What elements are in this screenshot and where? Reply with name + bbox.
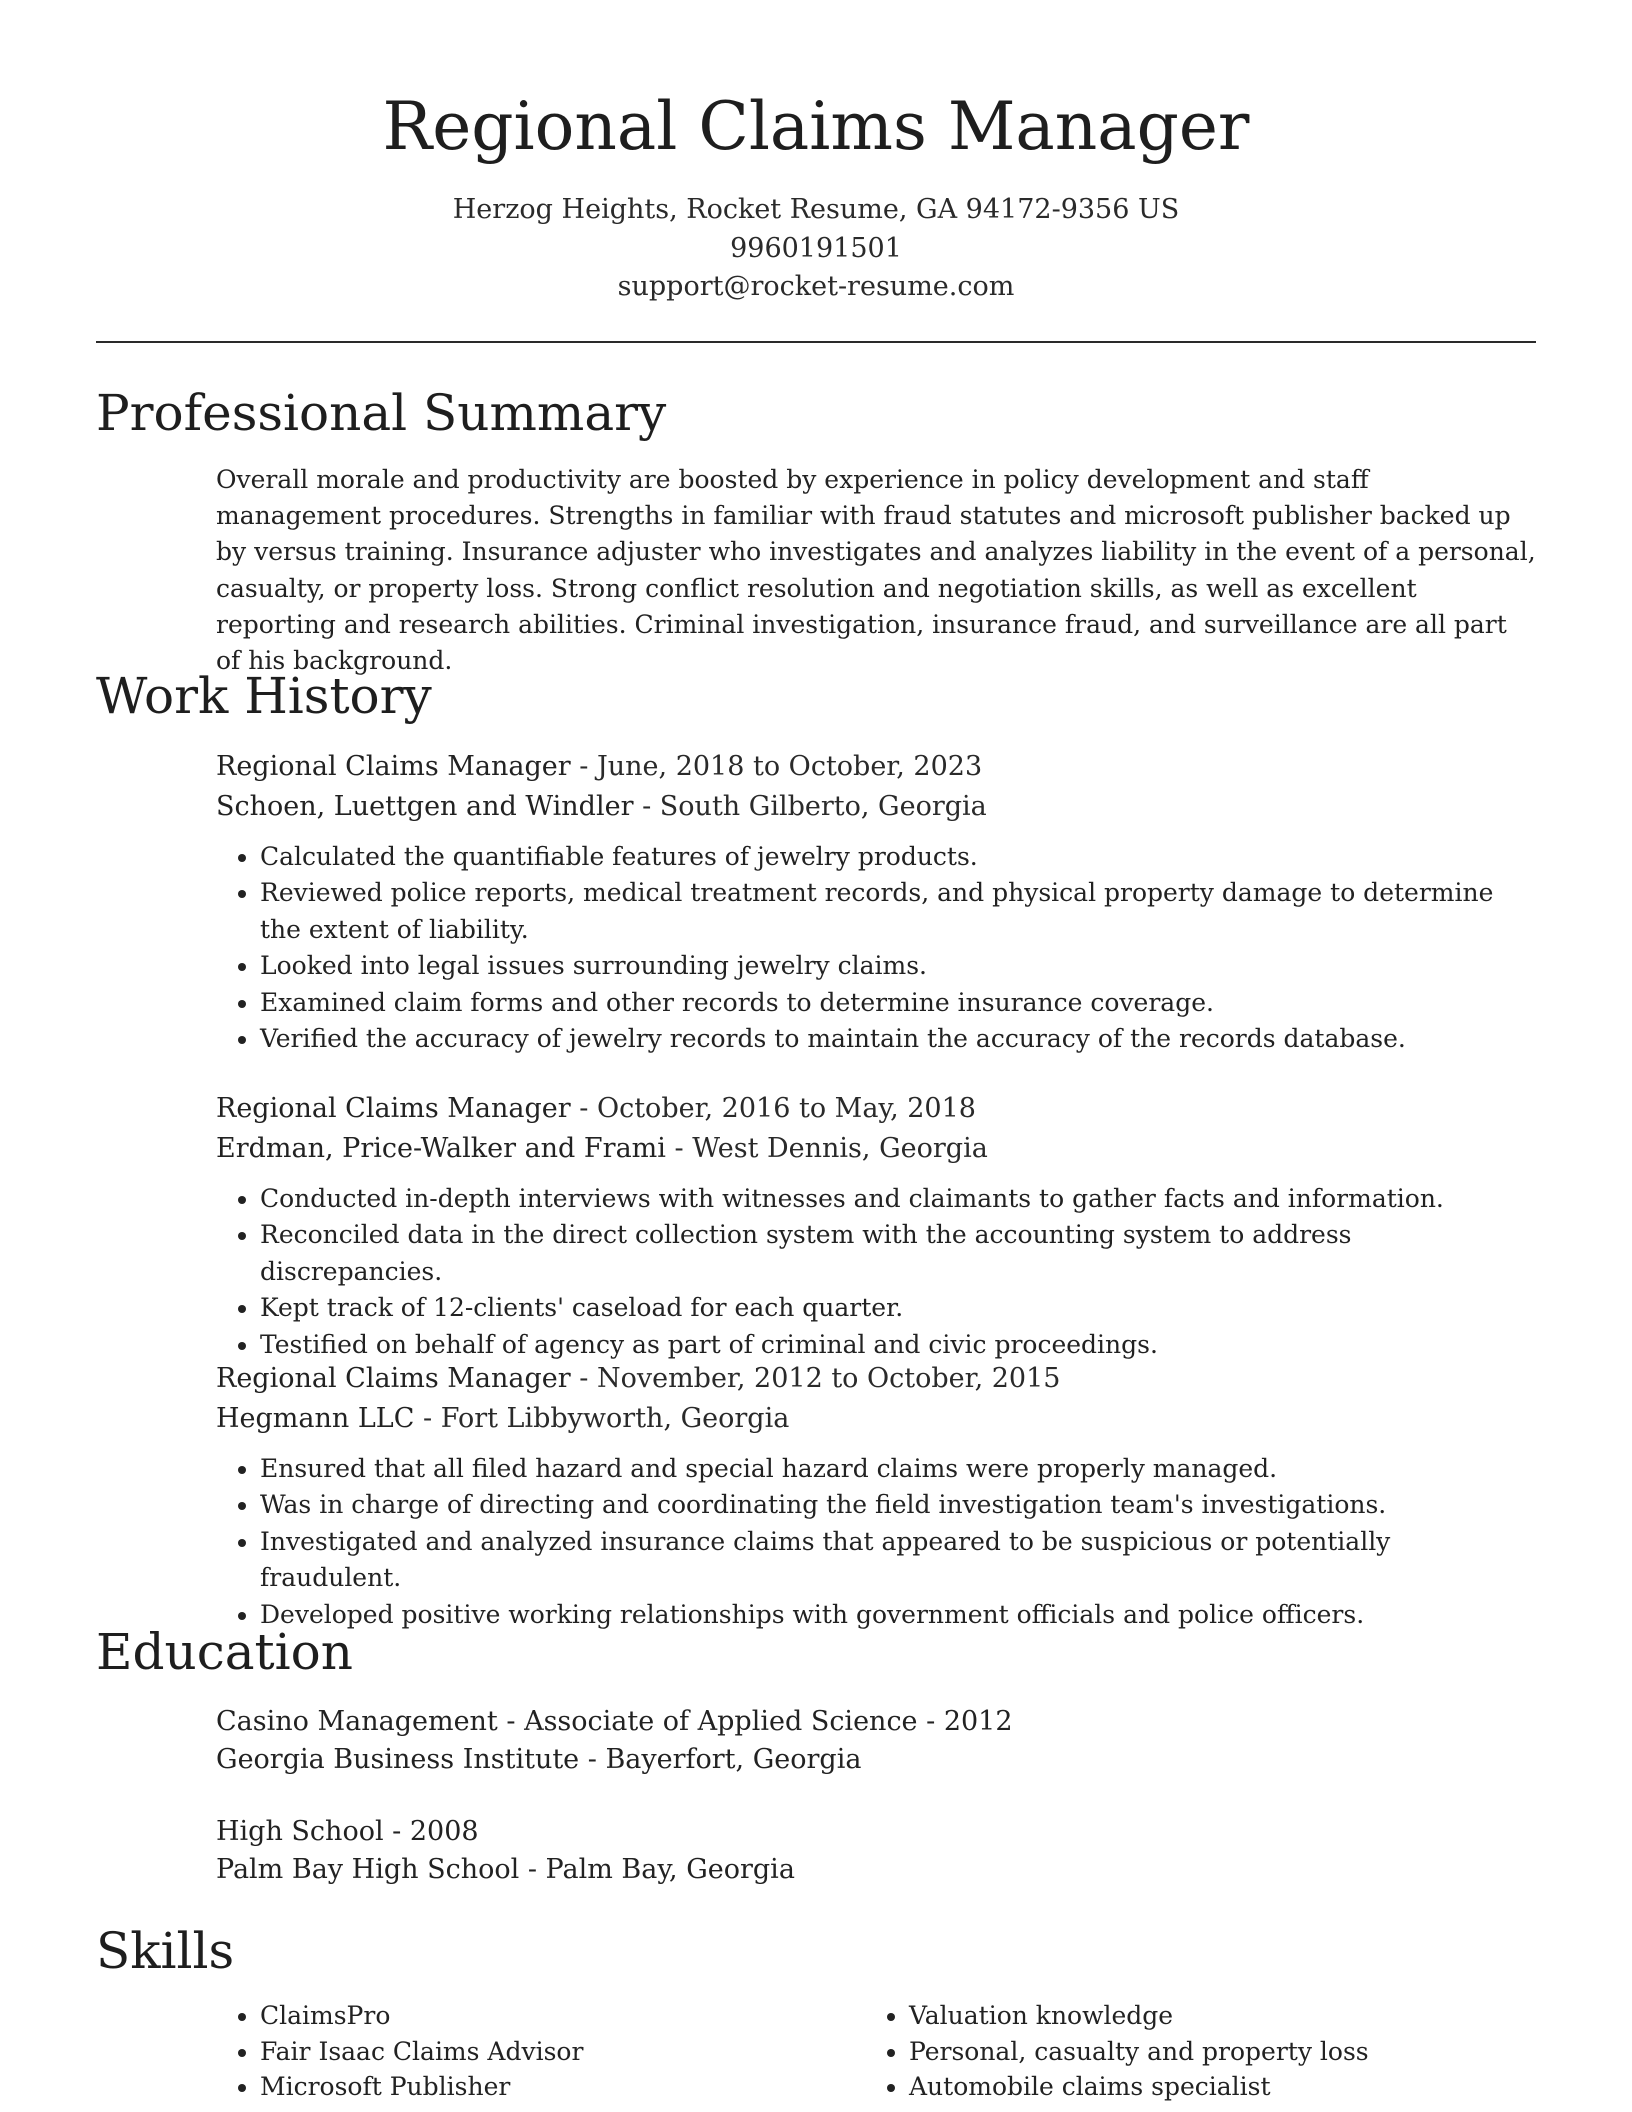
skill-item: • ClaimsPro [260, 1998, 816, 2034]
job-bullet: • Looked into legal issues surrounding jewelry claims. [260, 948, 1536, 984]
education-school: Georgia Business Institute [216, 1744, 580, 1775]
job-bullet: • Kept track of 12-clients' caseload for each quarter. [260, 1290, 1536, 1326]
job-company: Hegmann LLC [216, 1403, 415, 1434]
contact-address: Herzog Heights, Rocket Resume, GA 94172-9356 US [452, 194, 1180, 225]
skill-item: • Personal, casualty and property loss [909, 2034, 1536, 2070]
education-location: Bayerfort, Georgia [605, 1744, 862, 1775]
skill-item: • Valuation knowledge [909, 1998, 1536, 2034]
job-dates: October, 2016 to May, 2018 [596, 1093, 976, 1124]
education-school-line: Georgia Business Institute - Bayerfort, Georgia [216, 1744, 862, 1775]
job-company: Schoen, Luettgen and Windler [216, 791, 634, 822]
section-title-work-history: Work History [96, 667, 432, 725]
job-company-line: Hegmann LLC - Fort Libbyworth, Georgia [216, 1403, 790, 1434]
job-bullet: • Verified the accuracy of jewelry records to maintain the accuracy of the records database. [260, 1021, 1536, 1057]
education-degree: Casino Management - Associate of Applied Science - 2012 [216, 1706, 1013, 1737]
education-school: Palm Bay High School [216, 1854, 520, 1885]
job-role: Regional Claims Manager [216, 1363, 571, 1394]
job-bullet: • Reviewed police reports, medical treatment records, and physical property damage to determine the extent of liability. [260, 875, 1536, 948]
job-entry [216, 1089, 1536, 1363]
job-company-line: Schoen, Luettgen and Windler - South Gilberto, Georgia [216, 791, 987, 822]
skills-column-left [216, 1998, 816, 2105]
job-company-line: Erdman, Price-Walker and Frami - West Dennis, Georgia [216, 1133, 988, 1164]
job-company: Erdman, Price-Walker and Frami [216, 1133, 666, 1164]
job-title-line: Regional Claims Manager - June, 2018 to October, 2023 [216, 751, 983, 782]
resume-name: Regional Claims Manager [382, 88, 1250, 165]
skills-column-right [865, 1998, 1536, 2105]
job-location: Fort Libbyworth, Georgia [440, 1403, 790, 1434]
job-role: Regional Claims Manager [216, 1093, 571, 1124]
summary-text: Overall morale and productivity are boosted by experience in policy development and staff management procedures. Strengths in familiar with fraud statutes and microsoft publisher backed up by versus training. Insurance adjuster who investigates and analyzes liability in the event of a personal, casualty, or property loss. Strong conflict resolution and negotiation skills, as well as excellent reporting and research abilities. Criminal investigation, insurance fraud, and surveillance are all part of his background. [216, 465, 1536, 676]
job-entry [216, 1359, 1536, 1633]
job-bullet: • Testified on behalf of agency as part of criminal and civic proceedings. [260, 1327, 1536, 1363]
job-location: West Dennis, Georgia [692, 1133, 988, 1164]
job-dates: November, 2012 to October, 2015 [596, 1363, 1061, 1394]
skill-item: • Fair Isaac Claims Advisor [260, 2034, 816, 2070]
section-title-summary: Professional Summary [96, 384, 667, 442]
job-bullet: • Developed positive working relationships with government officials and police officers. [260, 1597, 1536, 1633]
summary-block [216, 462, 1536, 679]
job-bullets [216, 839, 1536, 1057]
job-location: South Gilberto, Georgia [659, 791, 987, 822]
education-degree: High School - 2008 [216, 1816, 479, 1847]
job-title-line: Regional Claims Manager - October, 2016 to May, 2018 [216, 1093, 976, 1124]
education-entry [216, 1703, 1536, 1779]
contact-email: support@rocket-resume.com [617, 271, 1015, 302]
job-bullet: • Calculated the quantifiable features of jewelry products. [260, 839, 1536, 875]
job-bullet: • Examined claim forms and other records to determine insurance coverage. [260, 985, 1536, 1021]
job-bullet: • Reconciled data in the direct collection system with the accounting system to address discrepancies. [260, 1217, 1536, 1290]
job-entry [216, 747, 1536, 1057]
job-bullets [216, 1451, 1536, 1633]
skill-item: • Microsoft Publisher [260, 2069, 816, 2105]
skill-item: • Automobile claims specialist [909, 2069, 1536, 2105]
job-bullet: • Investigated and analyzed insurance claims that appeared to be suspicious or potentially fraudulent. [260, 1524, 1536, 1597]
education-school-line: Palm Bay High School - Palm Bay, Georgia [216, 1854, 795, 1885]
job-bullet: • Was in charge of directing and coordinating the field investigation team's investigations. [260, 1487, 1536, 1523]
job-dates: June, 2018 to October, 2023 [596, 751, 983, 782]
section-title-skills: Skills [96, 1922, 235, 1980]
education-location: Palm Bay, Georgia [545, 1854, 795, 1885]
job-bullet: • Ensured that all filed hazard and special hazard claims were properly managed. [260, 1451, 1536, 1487]
header-divider [96, 341, 1536, 343]
job-bullet: • Conducted in-depth interviews with witnesses and claimants to gather facts and information. [260, 1181, 1536, 1217]
job-bullets [216, 1181, 1536, 1363]
job-title-line: Regional Claims Manager - November, 2012 to October, 2015 [216, 1363, 1061, 1394]
section-title-education: Education [96, 1623, 353, 1681]
job-role: Regional Claims Manager [216, 751, 571, 782]
contact-phone: 9960191501 [730, 233, 902, 264]
education-entry [216, 1813, 1536, 1889]
